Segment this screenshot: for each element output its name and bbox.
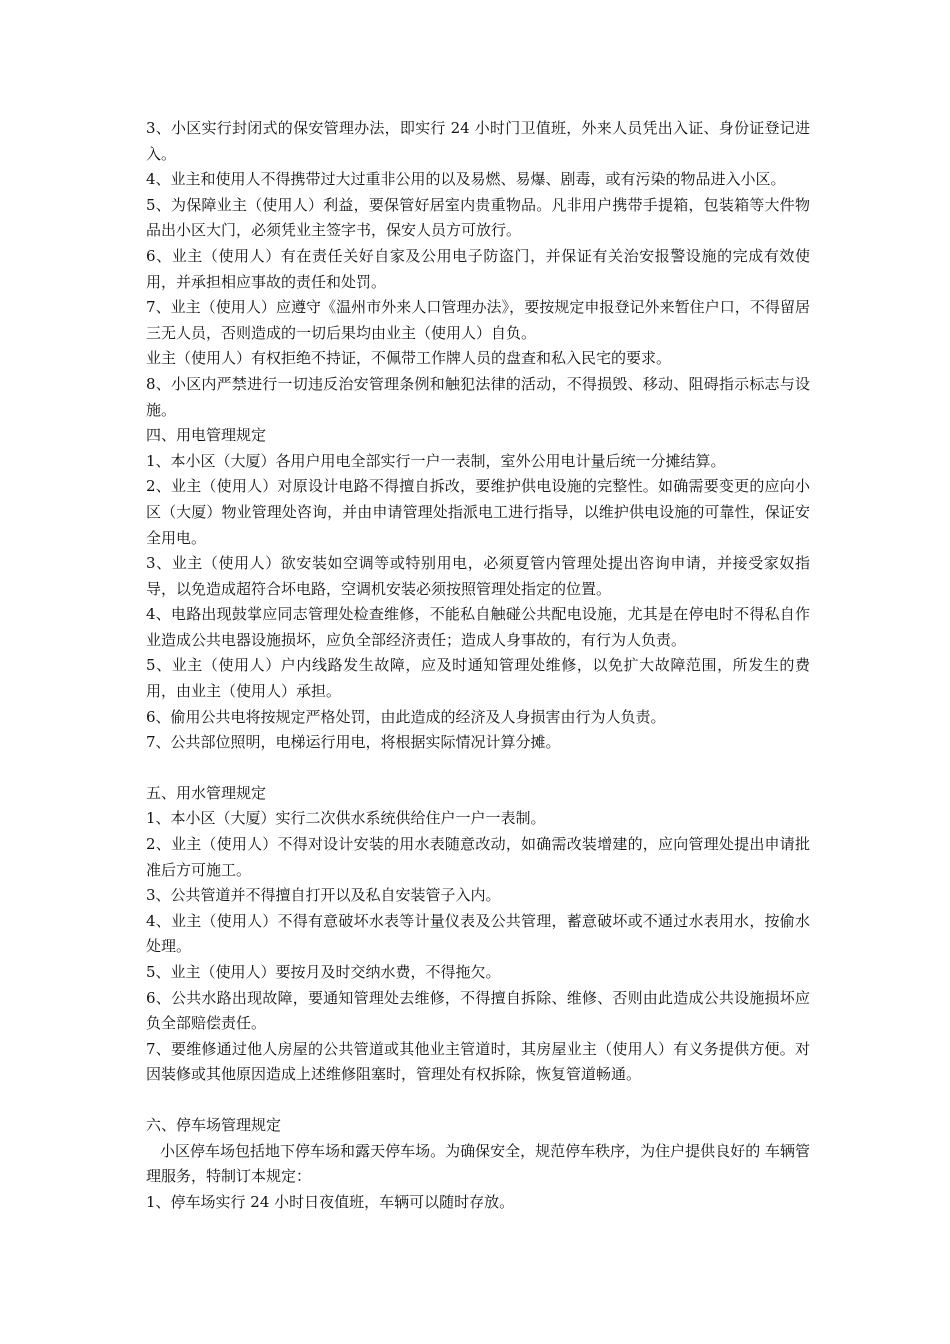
blank-line <box>146 756 810 781</box>
section-heading-water: 五、用水管理规定 <box>146 783 267 802</box>
paragraph-security-5: 5、为保障业主（使用人）利益，要保管好居室内贵重物品。凡非用户携带手提箱，包装箱等大件物品出小区大门，必须凭业主签字书，保安人员方可放行。 <box>146 195 810 240</box>
document-body <box>146 116 810 1215</box>
paragraph-security-7: 7、业主（使用人）应遵守《温州市外来人口管理办法》，要按规定申报登记外来暂住户口，不得留居三无人员，否则造成的一切后果均由业主（使用人）自负。 <box>146 298 810 342</box>
blank-line <box>146 1088 810 1113</box>
paragraph-water-2: 2、业主（使用人）不得对设计安装的用水表随意改动，如确需改装增建的，应向管理处提出申请批准后方可施工。 <box>146 835 810 879</box>
paragraph-electricity-5: 5、业主（使用人）户内线路发生故障，应及时通知管理处维修，以免扩大故障范围，所发生的费用，由业主（使用人）承担。 <box>146 656 810 701</box>
paragraph-security-note: 业主（使用人）有权拒绝不持证，不佩带工作牌人员的盘查和私入民宅的要求。 <box>146 349 672 368</box>
paragraph-electricity-4: 4、电路出现鼓掌应同志管理处检查维修，不能私自触碰公共配电设施，尤其是在停电时不得私自作业造成公共电器设施损坏，应负全部经济责任；造成人身事故的，有行为人负责。 <box>146 605 810 649</box>
paragraph-parking-intro: 小区停车场包括地下停车场和露天停车场。为确保安全，规范停车秩序，为住户提供良好的 车辆管理服务，特制订本规定： <box>146 1141 810 1186</box>
paragraph-electricity-2: 2、业主（使用人）对原设计电路不得擅自拆改，要维护供电设施的完整性。如确需要变更的应向小区（大厦）物业管理处咨询，并由申请管理处指派电工进行指导，以维护供电设施的可靠性，保证安全用电。 <box>146 477 810 547</box>
paragraph-electricity-3: 3、业主（使用人）欲安装如空调等或特别用电，必须夏管内管理处提出咨询申请，并接受家奴指导，以免造成超符合坏电路，空调机安装必须按照管理处指定的位置。 <box>146 554 810 598</box>
paragraph-electricity-6: 6、偷用公共电将按规定严格处罚，由此造成的经济及人身损害由行为人负责。 <box>146 707 666 726</box>
paragraph-water-4: 4、业主（使用人）不得有意破坏水表等计量仪表及公共管理，蓄意破坏或不通过水表用水，按偷水处理。 <box>146 911 810 956</box>
paragraph-electricity-1: 1、本小区（大厦）各用户用电全部实行一户一表制，室外公用电计量后统一分摊结算。 <box>146 451 726 470</box>
paragraph-water-5: 5、业主（使用人）要按月及时交纳水费，不得拖欠。 <box>146 963 501 981</box>
paragraph-security-8: 8、小区内严禁进行一切违反治安管理条例和触犯法律的活动，不得损毁、移动、阻碍指示标志与设施。 <box>146 374 810 419</box>
paragraph-security-4: 4、业主和使用人不得携带过大过重非公用的以及易燃、易爆、剧毒，或有污染的物品进入小区。 <box>146 170 786 189</box>
paragraph-water-7: 7、要维修通过他人房屋的公共管道或其他业主管道时，其房屋业主（使用人）有义务提供方便。对因装修或其他原因造成上述维修阻塞时，管理处有权拆除，恢复管道畅通。 <box>146 1039 810 1084</box>
paragraph-water-6: 6、公共水路出现故障，要通知管理处去维修，不得擅自拆除、维修、否则由此造成公共设施损坏应负全部赔偿责任。 <box>146 988 810 1033</box>
paragraph-water-3: 3、公共管道并不得擅自打开以及私自安装管子入内。 <box>146 886 501 905</box>
section-heading-parking: 六、停车场管理规定 <box>146 1115 282 1134</box>
section-heading-electricity: 四、用电管理规定 <box>146 426 267 445</box>
paragraph-security-3: 3、小区实行封闭式的保安管理办法，即实行 24 小时门卫值班，外来人员凭出入证、身份证登记进入。 <box>146 119 810 163</box>
paragraph-parking-1: 1、停车场实行 24 小时日夜值班，车辆可以随时存放。 <box>146 1192 515 1211</box>
paragraph-electricity-7: 7、公共部位照明，电梯运行用电，将根据实际情况计算分摊。 <box>146 733 561 752</box>
paragraph-security-6: 6、业主（使用人）有在责任关好自家及公用电子防盗门，并保证有关治安报警设施的完成有效使用，并承担相应事故的责任和处罚。 <box>146 246 810 291</box>
paragraph-water-1: 1、本小区（大厦）实行二次供水系统供给住户一户一表制。 <box>146 809 546 828</box>
